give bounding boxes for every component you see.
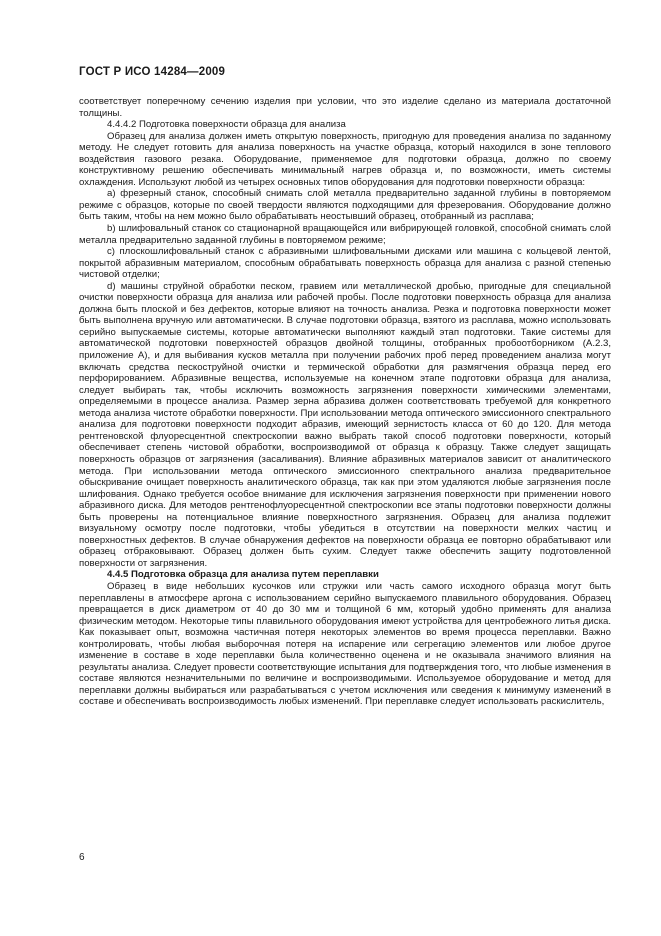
list-item-d: d) машины струйной обработки песком, гравием или металлической дробью, пригодные для специальной очистки поверхности образца для анализа или рабочей пробы. После подготовки поверхность образца для анализа должна быть плоской и без дефектов, которые влияют на точность анализа. Резка и подготовка поверхности может быть выполнена вручную или автоматически. В случае подготовки образца, взятого из расплава, можно использовать серийно выпускаемые системы, которые автоматически выполняют каждый этап подготовки. Такие системы для автоматической подготовки поверхностей образцов двойной толщины, отобранных пробоотборником (А.2.3, приложение А), и для выбивания кусков металла при получении рабочих проб перед проведением анализа могут включать средства пескоструйной очистки и термической обработки для размягчения образца перед его перфорированием. Абразивные вещества, используемые на конечном этапе подготовки образца для анализа, следует выбирать так, чтобы исключить возможность загрязнения поверхности химическими элементами, определяемыми в процессе анализа. Размер зерна абразива должен соответствовать требуемой для конкретного метода анализа чистоте обработки поверхности. При использовании метода оптического эмиссионного спектрального анализа для подготовки поверхности подходит абразив, имеющий зернистость класса от 60 до 120. Для метода рентгеновской флуоресцентной спектроскопии важно выбрать такой способ подготовки поверхности, который обеспечивает степень чистовой обработки, воспроизводимой от образца к образцу. Также следует защищать поверхность образцов от загрязнения (засаливания). Влияние абразивных материалов зависит от аналитического метода. При использовании метода оптического эмиссионного спектрального анализа предварительное обыскривание очищает поверхность аналитического образца, так как при этом удаляются любые загрязнения после шлифования. Однако требуется особое внимание для исключения загрязнения поверхности при применении нового абразивного диска. Для методов рентгенофлуоресцентной спектроскопии все этапы подготовки поверхности должны быть проверены на потенциальное влияние поверхностного загрязнения. Образец для анализа подлежит визуальному осмотру после подготовки, чтобы убедиться в отсутствии на поверхности мелких частиц и поверхностных дефектов. В случае обнаружения дефектов на поверхности образца ее повторно обрабатывают или образец отбраковывают. Образец должен быть сухим. Следует также обеспечить защиту подготовленной поверхности от загрязнения. xyxy=(79,280,611,569)
paragraph-intro: Образец для анализа должен иметь открытую поверхность, пригодную для проведения анализа по заданному методу. Не следует готовить для анализа поверхность на участке образца, который находился в зоне теплового воздействия газового резака. Оборудование, применяемое для подготовки образца, должно по своему конструктивному решению обеспечивать минимальный нагрев образца и, по возможности, иметь системы охлаждения. Используют любой из четырех основных типов оборудования для подготовки поверхности образца: xyxy=(79,130,611,188)
section-heading-4-4-4-2: 4.4.4.2 Подготовка поверхности образца для анализа xyxy=(107,119,346,131)
section-heading-4-4-5: 4.4.5 Подготовка образца для анализа путем переплавки xyxy=(107,569,379,581)
list-item-b: b) шлифовальный станок со стационарной вращающейся или вибрирующей головкой, способной снимать слой металла предварительно заданной глубины в повторяемом режиме; xyxy=(79,223,611,246)
page-number: 6 xyxy=(79,852,85,863)
paragraph-continuation: соответствует поперечному сечению изделия при условии, что это изделие сделано из материала достаточной толщины. xyxy=(79,96,611,119)
paragraph-remelting: Образец в виде небольших кусочков или стружки или часть самого исходного образца могут быть переплавлены в атмосфере аргона с использованием серийно выпускаемого плавильного оборудования. Образец превращается в диск диаметром от 40 до 30 мм и толщиной 6 мм, который удобно применять для анализа физическим методом. Некоторые типы плавильного оборудования имеют устройства для центробежного литья диска. Как показывает опыт, возможна частичная потеря некоторых элементов во время процесса переплавки. Важно контролировать, чтобы любая выборочная потеря на испарение или сегрегацию элементов или любое другое изменение в составе в ходе переплавки была количественно оценена и не оказывала значимого влияния на результаты анализа. Следует провести соответствующие испытания для подтверждения того, что любые изменения в составе являются незначительными по величине и воспроизводимыми. Используемое оборудование и метод для переплавки должны выбираться или разрабатываться с учетом исключения или сведения к минимуму изменений в составе и обеспечивать воспроизводимость любых изменений. При переплавке следует использовать раскислитель, xyxy=(79,580,611,708)
document-header: ГОСТ Р ИСО 14284—2009 xyxy=(79,66,226,78)
list-item-c: с) плоскошлифовальный станок с абразивными шлифовальными дисками или машина с кольцевой лентой, покрытой абразивным материалом, способным обрабатывать поверхность образца для анализа с разной степенью чистовой отделки; xyxy=(79,246,611,281)
document-body xyxy=(79,96,611,708)
list-item-a: а) фрезерный станок, способный снимать слой металла предварительно заданной глубины в повторяемом режиме с образцов, которые по своей твердости являются подходящими для фрезерования. Оборудование должно быть таким, чтобы на нем можно было обрабатывать неостывший образец, отобранный из расплава; xyxy=(79,188,611,223)
